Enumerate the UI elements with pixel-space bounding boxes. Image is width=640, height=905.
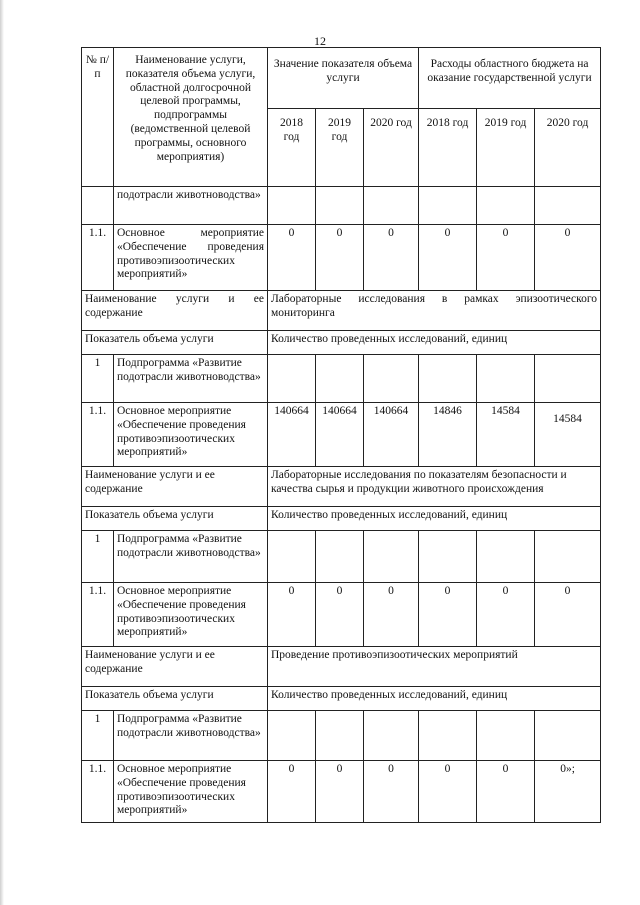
- row-value: 0: [535, 225, 601, 291]
- header-col-name: Наименование услуги, показателя объема услуги, областной долгосрочной целевой программы, подпрограммы (ведомственной целевой программы, основного мероприятия): [114, 48, 268, 187]
- row-value: 0: [477, 583, 535, 647]
- row-value: 140664: [268, 403, 316, 467]
- row-value: [316, 187, 364, 225]
- row-value: 0: [316, 225, 364, 291]
- header-year: 2019 год: [477, 109, 535, 187]
- service-label: Наименование услуги и ее содержание: [82, 291, 268, 331]
- row-num: [82, 187, 114, 225]
- row-value: 0: [268, 583, 316, 647]
- row-num: 1.1.: [82, 583, 114, 647]
- service-label: Наименование услуги и ее содержание: [82, 467, 268, 507]
- row-value: 0: [364, 583, 419, 647]
- service-value: Лабораторные исследования по показателям безопасности и качества сырья и продукции животного происхождения: [268, 467, 601, 507]
- indicator-row: [82, 687, 601, 711]
- indicator-label: Показатель объема услуги: [82, 687, 268, 711]
- indicator-row: [82, 507, 601, 531]
- row-value: [535, 711, 601, 761]
- row-value: 14584: [477, 403, 535, 467]
- row-value: [268, 711, 316, 761]
- row-value: 0: [268, 761, 316, 823]
- row-value: 140664: [364, 403, 419, 467]
- row-num: 1.1.: [82, 225, 114, 291]
- row-value: [477, 187, 535, 225]
- header-year: 2018 год: [268, 109, 316, 187]
- indicator-value: Количество проведенных исследований, единиц: [268, 331, 601, 355]
- row-value: [477, 711, 535, 761]
- row-value: 0: [535, 583, 601, 647]
- table-row: [82, 187, 601, 225]
- row-value: 0: [316, 583, 364, 647]
- budget-table: [81, 47, 601, 823]
- row-value: [477, 531, 535, 583]
- row-value: [268, 355, 316, 403]
- row-value: 0: [477, 225, 535, 291]
- row-value: [316, 711, 364, 761]
- row-num: 1.1.: [82, 403, 114, 467]
- row-value: [268, 187, 316, 225]
- header-year: 2020 год: [535, 109, 601, 187]
- row-value: 0: [419, 583, 477, 647]
- row-value: [535, 531, 601, 583]
- header-year: 2020 год: [364, 109, 419, 187]
- service-label: Наименование услуги и ее содержание: [82, 647, 268, 687]
- row-name: Основное мероприятие «Обеспечение проведения противоэпизоотических мероприятий»: [114, 403, 268, 467]
- row-name: Основное мероприятие «Обеспечение проведения противоэпизоотических мероприятий»: [114, 761, 268, 823]
- header-group-budget: Расходы областного бюджета на оказание государственной услуги: [419, 48, 601, 109]
- row-value: [535, 187, 601, 225]
- indicator-row: [82, 331, 601, 355]
- row-value: 140664: [316, 403, 364, 467]
- header-group-value: Значение показателя объема услуги: [268, 48, 419, 109]
- row-num: 1: [82, 531, 114, 583]
- service-value: Проведение противоэпизоотических мероприятий: [268, 647, 601, 687]
- row-value: 14846: [419, 403, 477, 467]
- table-row: [82, 711, 601, 761]
- table-row: [82, 355, 601, 403]
- row-name: подотрасли животноводства»: [114, 187, 268, 225]
- row-value: [364, 711, 419, 761]
- row-value: 0: [364, 225, 419, 291]
- indicator-label: Показатель объема услуги: [82, 507, 268, 531]
- service-value: Лабораторные исследования в рамках эпизоотического мониторинга: [268, 291, 601, 331]
- indicator-label: Показатель объема услуги: [82, 331, 268, 355]
- indicator-value: Количество проведенных исследований, единиц: [268, 687, 601, 711]
- row-value: 0: [268, 225, 316, 291]
- header-year: 2019 год: [316, 109, 364, 187]
- row-value: [364, 531, 419, 583]
- row-value: 0»;: [535, 761, 601, 823]
- header-col-num: № п/п: [82, 48, 114, 187]
- row-value: [419, 187, 477, 225]
- service-row: [82, 291, 601, 331]
- table-row: [82, 583, 601, 647]
- row-value: [477, 355, 535, 403]
- row-value: 14584: [535, 403, 601, 467]
- scan-edge-shadow: [0, 0, 4, 905]
- service-row: [82, 467, 601, 507]
- header-row-1: [82, 48, 601, 109]
- row-value: 0: [316, 761, 364, 823]
- row-num: 1: [82, 355, 114, 403]
- row-num: 1.1.: [82, 761, 114, 823]
- row-value: 0: [477, 761, 535, 823]
- table-row: [82, 225, 601, 291]
- header-year: 2018 год: [419, 109, 477, 187]
- table-row: [82, 531, 601, 583]
- row-name: Подпрограмма «Развитие подотрасли животноводства»: [114, 711, 268, 761]
- row-value: [419, 711, 477, 761]
- row-name: Основное мероприятие «Обеспечение проведения противоэпизоотических мероприятий»: [114, 583, 268, 647]
- row-value: 0: [364, 761, 419, 823]
- service-row: [82, 647, 601, 687]
- row-name: Подпрограмма «Развитие подотрасли животноводства»: [114, 531, 268, 583]
- row-value: [316, 355, 364, 403]
- row-value: 0: [419, 225, 477, 291]
- row-value: [535, 355, 601, 403]
- indicator-value: Количество проведенных исследований, единиц: [268, 507, 601, 531]
- table-row: [82, 403, 601, 467]
- row-value: [316, 531, 364, 583]
- row-num: 1: [82, 711, 114, 761]
- table-row: [82, 761, 601, 823]
- row-value: [268, 531, 316, 583]
- row-value: [419, 531, 477, 583]
- page-number: 12: [314, 34, 326, 48]
- row-value: [419, 355, 477, 403]
- row-name: Подпрограмма «Развитие подотрасли животноводства»: [114, 355, 268, 403]
- row-value: 0: [419, 761, 477, 823]
- row-value: [364, 187, 419, 225]
- row-name: Основное мероприятие «Обеспечение проведения противоэпизоотических мероприятий»: [114, 225, 268, 291]
- row-value: [364, 355, 419, 403]
